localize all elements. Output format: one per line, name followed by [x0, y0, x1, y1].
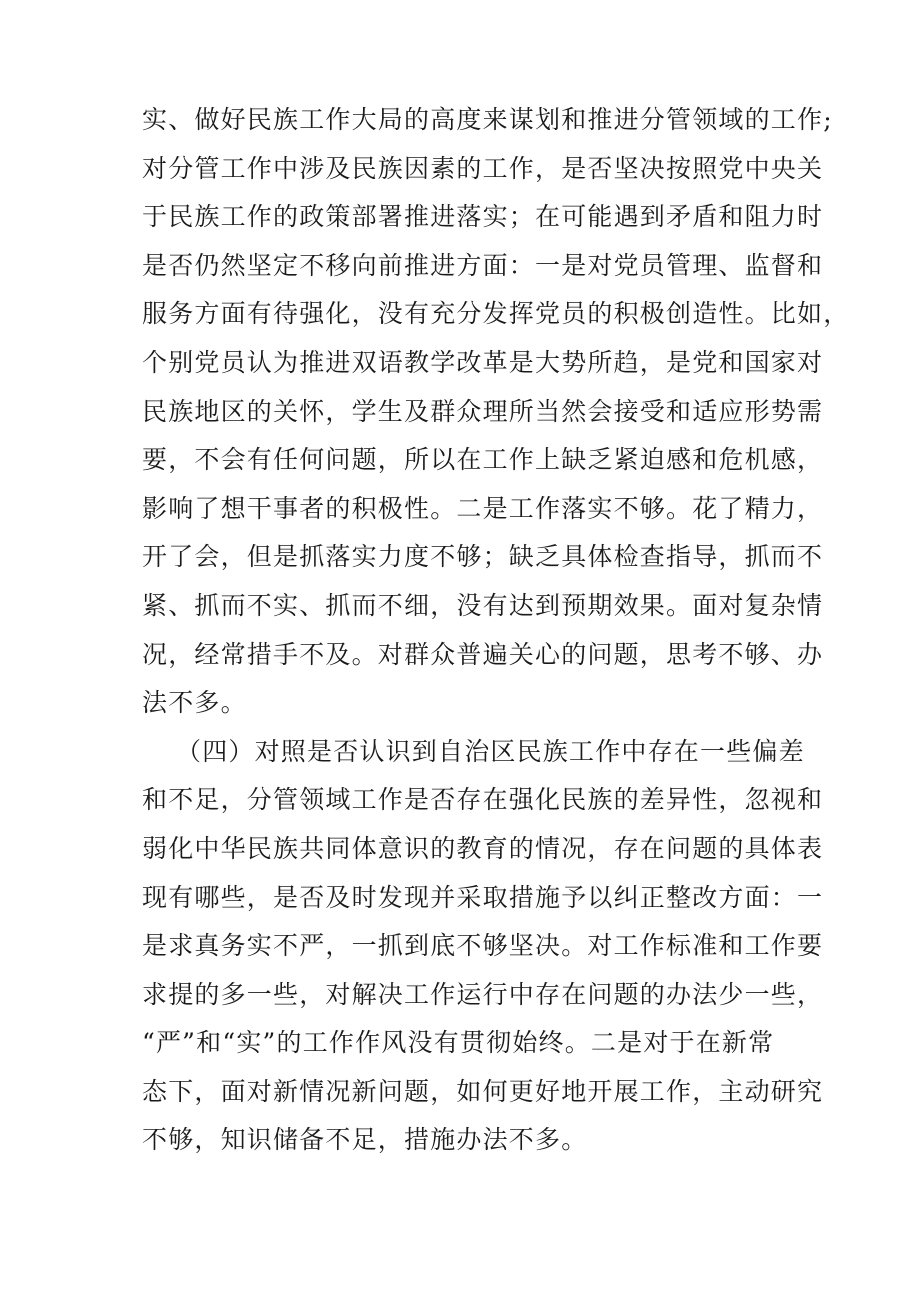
text-line-9: 影响了想干事者的积极性。二是工作落实不够。花了精力，: [142, 493, 824, 523]
text-line-21: 态下，面对新情况新问题，如何更好地开展工作，主动研究: [142, 1076, 824, 1106]
text-line-4: 是否仍然坚定不移向前推进方面：一是对党员管理、监督和: [142, 250, 824, 280]
text-line-17: 现有哪些，是否及时发现并采取措施予以纠正整改方面：一: [142, 882, 824, 912]
text-line-3: 于民族工作的政策部署推进落实；在可能遇到矛盾和阻力时: [142, 202, 824, 232]
text-line-12: 况，经常措手不及。对群众普遍关心的问题，思考不够、办: [142, 639, 824, 669]
text-line-2: 对分管工作中涉及民族因素的工作，是否坚决按照党中央关: [142, 153, 824, 183]
text-line-7: 民族地区的关怀，学生及群众理所当然会接受和适应形势需: [142, 396, 824, 426]
text-line-19: 求提的多一些，对解决工作运行中存在问题的办法少一些，: [142, 979, 824, 1009]
text-line-15: 和不足，分管领域工作是否存在强化民族的差异性，忽视和: [142, 785, 824, 815]
document-body: [142, 96, 850, 1165]
text-line-20: “严”和“实”的工作作风没有贯彻始终。二是对于在新常: [142, 1028, 775, 1058]
text-line-5: 服务方面有待强化，没有充分发挥党员的积极创造性。比如，: [142, 299, 850, 329]
text-line-10: 开了会，但是抓落实力度不够；缺乏具体检查指导，抓而不: [142, 542, 824, 572]
section-heading-line: （四）对照是否认识到自治区民族工作中存在一些偏差: [176, 736, 805, 766]
text-line-8: 要，不会有任何问题，所以在工作上缺乏紧迫感和危机感，: [142, 445, 824, 475]
text-line-6: 个别党员认为推进双语教学改革是大势所趋，是党和国家对: [142, 347, 824, 377]
text-line-11: 紧、抓而不实、抓而不细，没有达到预期效果。面对复杂情: [142, 590, 824, 620]
text-line-1: 实、做好民族工作大局的高度来谋划和推进分管领域的工作;: [142, 105, 833, 134]
text-line-18: 是求真务实不严，一抓到底不够坚决。对工作标准和工作要: [142, 931, 824, 961]
text-line-16: 弱化中华民族共同体意识的教育的情况，存在问题的具体表: [142, 833, 824, 863]
text-line-13: 法不多。: [142, 688, 247, 718]
text-line-22: 不够，知识储备不足，措施办法不多。: [142, 1125, 588, 1155]
